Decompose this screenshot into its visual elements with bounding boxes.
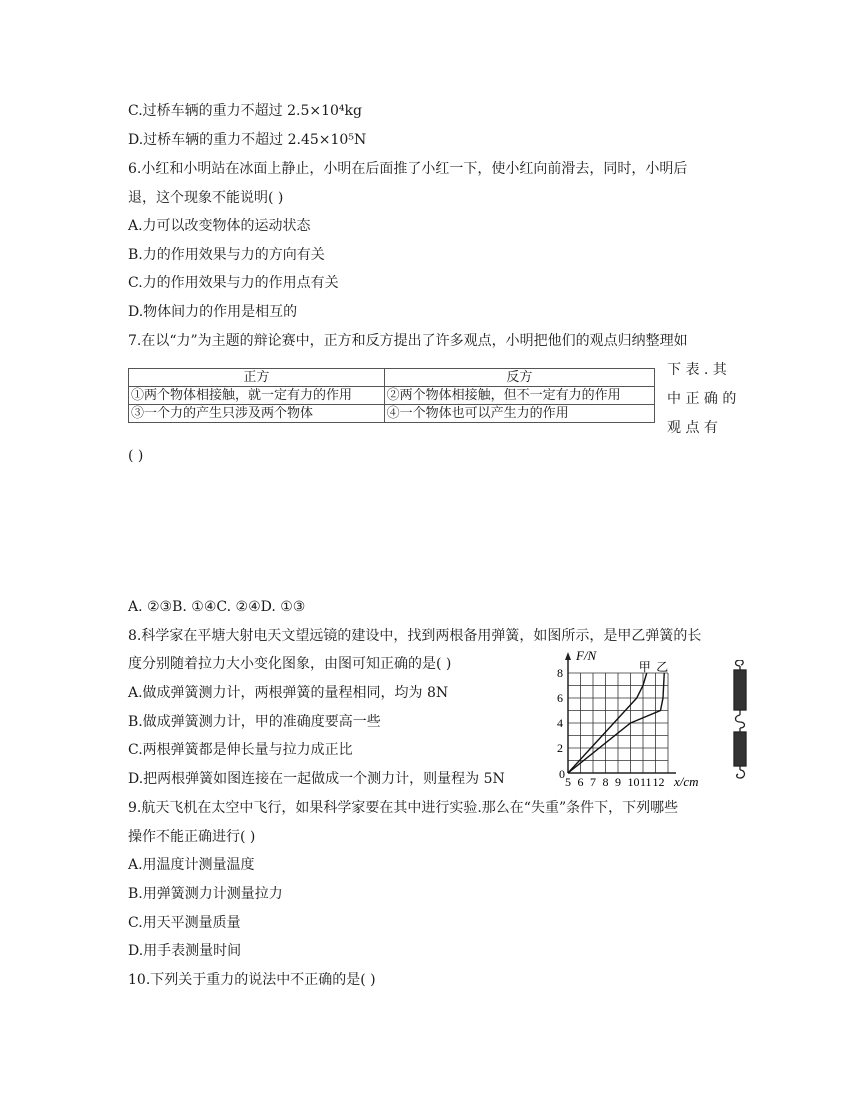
chart-grid xyxy=(568,673,668,773)
y-tick-label: 6 xyxy=(557,691,563,705)
x-tick-label: 5 xyxy=(565,775,571,788)
x-tick-label: 8 xyxy=(602,775,609,788)
q9-option-c: C.用天平测量质量 xyxy=(128,915,241,931)
x-tick-label: 9 xyxy=(615,775,621,788)
hook-bottom xyxy=(737,770,745,778)
q8-option-a: A.做成弹簧测力计，两根弹簧的量程相同，均为 8N xyxy=(128,685,449,701)
y-axis-label: F/N xyxy=(576,648,597,663)
spring-yi xyxy=(734,732,746,766)
q7-stem-line1: 7.在以“力”为主题的辩论赛中，正方和反方提出了许多观点，小明把他们的观点归纳整理如 xyxy=(128,333,688,349)
q6-option-c: C.力的作用效果与力的作用点有关 xyxy=(128,275,339,291)
q5-option-d: D.过桥车辆的重力不超过 2.45×10⁵N xyxy=(128,132,367,148)
series-label: 乙 xyxy=(656,660,669,674)
springs-illustration xyxy=(728,660,752,780)
table-cell: ④一个物体也可以产生力的作用 xyxy=(384,405,654,423)
q6-option-b: B.力的作用效果与力的方向有关 xyxy=(128,247,325,263)
x-tick-label: 11 xyxy=(640,775,652,788)
q7-side-text-3: 观 点 有 xyxy=(667,420,718,436)
q9-stem-line1: 9.航天飞机在太空中飞行，如果科学家要在其中进行实验.那么在“失重”条件下，下列哪些 xyxy=(128,800,679,816)
q8-option-b: B.做成弹簧测力计，甲的准确度要高一些 xyxy=(128,714,381,730)
x-axis-label: x/cm xyxy=(674,774,699,788)
table-cell: ①两个物体相接触，就一定有力的作用 xyxy=(129,387,385,405)
q6-option-d: D.物体间力的作用是相互的 xyxy=(128,304,298,320)
table-row xyxy=(129,387,655,405)
q8-option-d: D.把两根弹簧如图连接在一起做成一个测力计，则量程为 5N xyxy=(128,771,505,787)
q5-option-c: C.过桥车辆的重力不超过 2.5×10⁴kg xyxy=(128,103,362,119)
y-tick-label: 4 xyxy=(557,716,563,730)
q7-options: A. ②③B. ①④C. ②④D. ①③ xyxy=(128,599,306,615)
x-tick-label: 12 xyxy=(652,775,665,788)
connector-hooks xyxy=(736,715,745,728)
x-tick-label: 10 xyxy=(627,775,640,788)
q6-option-a: A.力可以改变物体的运动状态 xyxy=(128,218,311,234)
q7-side-text-2: 中 正 确 的 xyxy=(667,391,737,407)
table-header-con: 反方 xyxy=(384,369,654,387)
spring-jia xyxy=(734,670,746,710)
hook-top xyxy=(736,660,744,666)
x-tick-label: 6 xyxy=(577,775,584,788)
q6-stem-line1: 6.小红和小明站在冰面上静止，小明在后面推了小红一下，使小红向前滑去，同时，小明后 xyxy=(128,161,688,177)
table-header-pro: 正方 xyxy=(129,369,385,387)
q9-option-d: D.用手表测量时间 xyxy=(128,943,242,959)
y-tick-label: 8 xyxy=(557,666,563,680)
q7-side-text-1: 下 表 . 其 xyxy=(667,362,727,378)
y-axis-arrow xyxy=(565,652,571,660)
q10-stem-line1: 10.下列关于重力的说法中不正确的是( ) xyxy=(128,972,376,988)
x-tick-label: 7 xyxy=(590,775,596,788)
origin-label: 0 xyxy=(559,767,565,781)
q9-stem-line2: 操作不能正确进行( ) xyxy=(128,829,256,845)
q6-stem-line2: 退，这个现象不能说明( ) xyxy=(128,190,284,206)
table-header-row xyxy=(129,369,655,387)
q7-table xyxy=(128,368,655,423)
table-cell: ②两个物体相接触，但不一定有力的作用 xyxy=(384,387,654,405)
q8-stem-line1: 8.科学家在平塘大射电天文望远镜的建设中，找到两根备用弹簧，如图所示，是甲乙弹簧的长 xyxy=(128,628,702,644)
y-tick-label: 2 xyxy=(557,741,563,755)
table-cell: ③一个力的产生只涉及两个物体 xyxy=(129,405,385,423)
table-row xyxy=(129,405,655,423)
q9-option-a: A.用温度计测量温度 xyxy=(128,857,255,873)
spring-force-chart xyxy=(556,648,716,788)
q7-answer-paren: ( ) xyxy=(128,448,144,464)
q8-option-c: C.两根弹簧都是伸长量与拉力成正比 xyxy=(128,742,353,758)
q9-option-b: B.用弹簧测力计测量拉力 xyxy=(128,886,283,902)
series-label: 甲 xyxy=(638,660,651,674)
q8-stem-line2: 度分别随着拉力大小变化图象，由图可知正确的是( ) xyxy=(128,656,452,672)
